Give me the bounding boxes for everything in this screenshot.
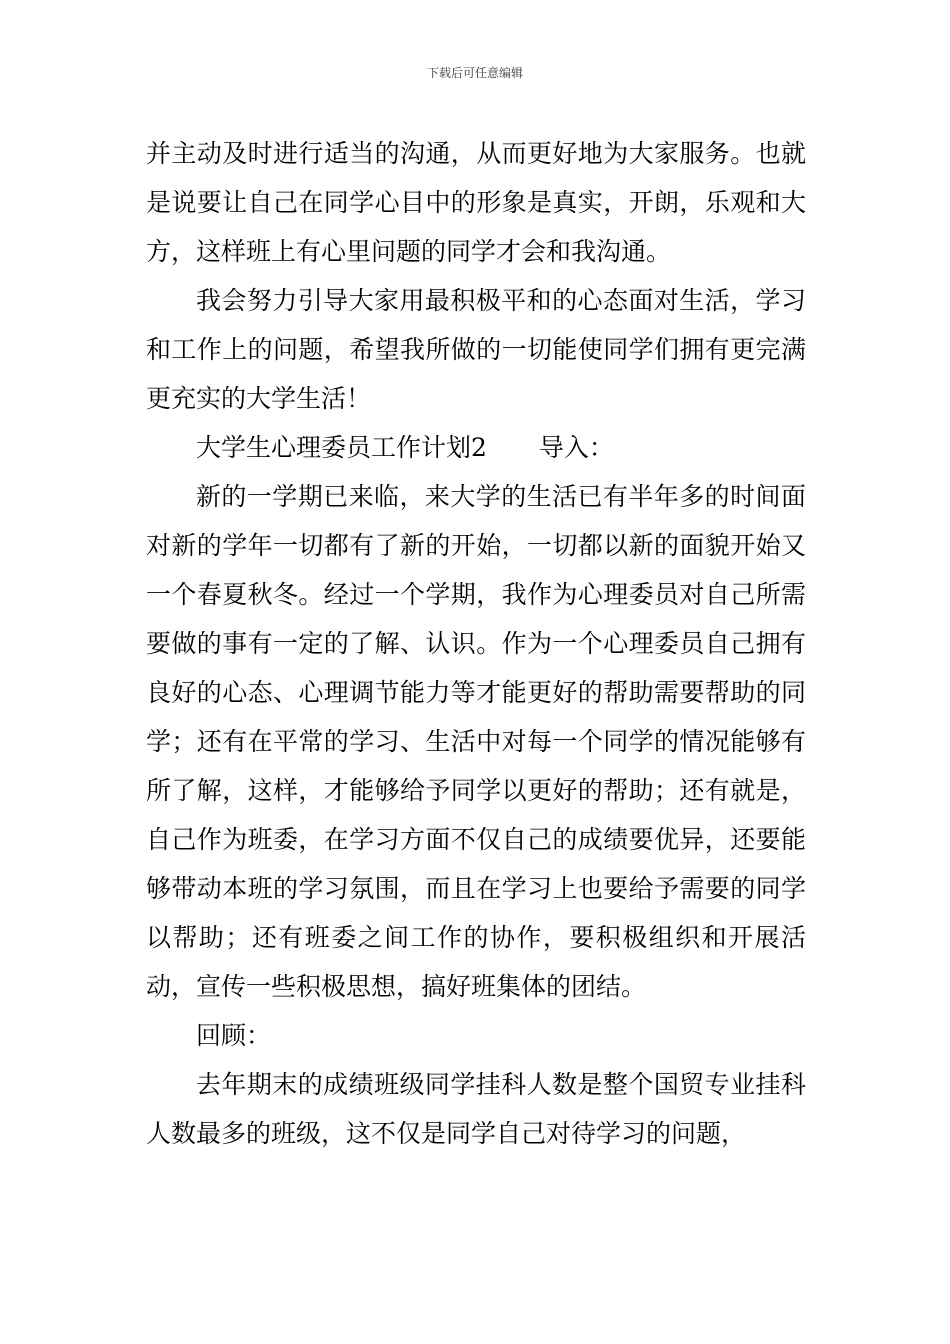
section-heading (146, 423, 806, 472)
document-body (146, 129, 806, 1158)
paragraph-intro: 新的一学期已来临，来大学的生活已有半年多的时间面对新的学年一切都有了新的开始，一切都以新的面貌开始又一个春夏秋冬。经过一个学期，我作为心理委员对自己所需要做的事有一定的了解、认识。作为一个心理委员自己拥有良好的心态、心理调节能力等才能更好的帮助需要帮助的同学；还有在平常的学习、生活中对每一个同学的情况能够有所了解，这样，才能够给予同学以更好的帮助；还有就是，自己作为班委，在学习方面不仅自己的成绩要优异，还要能够带动本班的学习氛围，而且在学习上也要给予需要的同学以帮助；还有班委之间工作的协作，要积极组织和开展活动，宣传一些积极思想，搞好班集体的团结。 (146, 482, 806, 1001)
section-title: 大学生心理委员工作计划2 (196, 433, 487, 462)
page-header-note: 下载后可任意编辑 (426, 66, 523, 80)
paragraph-goal: 我会努力引导大家用最积极平和的心态面对生活，学习和工作上的问题，希望我所做的一切能使同学们拥有更完满更充实的大学生活！ (146, 286, 806, 413)
paragraph-review: 去年期末的成绩班级同学挂科人数是整个国贸专业挂科人数最多的班级，这不仅是同学自己对待学习的问题， (146, 1070, 806, 1148)
review-label: 回顾： (196, 1021, 272, 1050)
paragraph-continued: 并主动及时进行适当的沟通，从而更好地为大家服务。也就是说要让自己在同学心目中的形象是真实，开朗，乐观和大方，这样班上有心里问题的同学才会和我沟通。 (146, 139, 806, 266)
intro-label: 导入： (538, 433, 614, 462)
